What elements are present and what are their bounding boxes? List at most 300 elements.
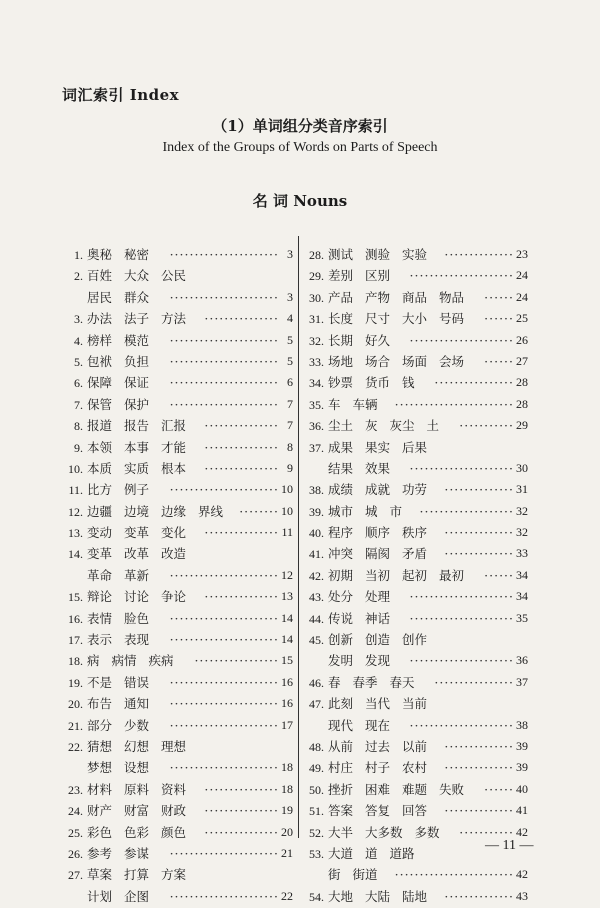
entry-word: 村庄 [328, 760, 354, 776]
entry-word: 以前 [402, 738, 428, 754]
entry-word: 病 [87, 653, 100, 669]
leader-dots: ······ [484, 567, 514, 583]
entry-word: 成就 [365, 482, 391, 498]
entry-words [328, 672, 427, 693]
leader-dots: ······ [484, 353, 514, 369]
leader-dots: ························ [394, 867, 514, 883]
entry-word: 商品 [402, 289, 428, 305]
entry-word: 好久 [365, 332, 391, 348]
section-subtitle: Index of the Groups of Words on Parts of Speech [162, 140, 438, 155]
entry-word: 边缘 [161, 503, 187, 519]
entry-word: 保障 [87, 375, 113, 391]
entry-words [87, 650, 186, 671]
entry-word: 布告 [87, 696, 113, 712]
entry-page-number: 5 [287, 332, 293, 347]
entry-number: 18. [68, 654, 83, 669]
entry-words [87, 586, 198, 607]
entry-word: 财政 [161, 803, 187, 819]
entry-page-number: 28 [516, 396, 528, 411]
leader-dots: ······················ [169, 760, 279, 776]
entry-word: 此刻 [328, 696, 354, 712]
entry-word: 创新 [328, 632, 354, 648]
leader-dots: ······················ [169, 696, 279, 712]
entry-word: 冲突 [328, 546, 354, 562]
entry-number: 11. [68, 483, 83, 498]
entry-word: 最初 [439, 567, 465, 583]
entry-word: 参谋 [124, 845, 150, 861]
entry-word: 成绩 [328, 482, 354, 498]
index-entry [303, 522, 528, 543]
entry-word: 负担 [124, 353, 150, 369]
entry-word: 梦想 [87, 760, 113, 776]
entry-page-number: 42 [516, 824, 528, 839]
entry-word: 计划 [87, 888, 113, 904]
index-entry [303, 650, 528, 671]
entry-word: 参考 [87, 845, 113, 861]
entry-words [87, 415, 198, 436]
leader-dots: ··········· [459, 824, 514, 840]
index-entry [62, 479, 293, 500]
index-entry [303, 415, 528, 436]
entry-page-number: 24 [516, 268, 528, 283]
entry-number: 48. [309, 739, 324, 754]
entry-word: 难题 [402, 781, 428, 797]
entry-words [87, 330, 161, 351]
entry-words [328, 650, 402, 671]
entry-number: 35. [309, 397, 324, 412]
entry-word: 结果 [328, 460, 354, 476]
entry-word: 变革 [124, 525, 150, 541]
index-entry [303, 501, 528, 522]
index-entry [303, 543, 528, 564]
entry-number: 19. [68, 675, 83, 690]
index-entry [62, 800, 293, 821]
entry-words [87, 608, 161, 629]
entry-word: 包袱 [87, 353, 113, 369]
index-entry [303, 886, 528, 907]
entry-words [328, 779, 476, 800]
entry-word: 秩序 [402, 525, 428, 541]
index-entry [62, 330, 293, 351]
entry-page-number: 24 [516, 289, 528, 304]
entry-page-number: 23 [516, 247, 528, 261]
entry-word: 错误 [124, 674, 150, 690]
entry-page-number: 25 [516, 311, 528, 326]
page-number: — 11 — [485, 838, 534, 853]
entry-word: 成果 [328, 439, 354, 455]
entry-word: 原料 [124, 781, 150, 797]
entry-number: 3. [74, 312, 83, 327]
entry-word: 群众 [124, 289, 150, 305]
entry-word: 大众 [124, 268, 150, 284]
entry-page-number: 20 [281, 824, 293, 839]
entry-number: 32. [309, 333, 324, 348]
entry-word: 才能 [161, 439, 187, 455]
entry-word: 报道 [87, 418, 113, 434]
entry-page-number: 42 [516, 867, 528, 882]
entry-word: 春天 [389, 674, 415, 690]
index-entry [62, 822, 293, 843]
entry-words [328, 543, 439, 564]
leader-dots: ················ [434, 674, 514, 690]
entry-word: 榜样 [87, 332, 113, 348]
entry-word: 本质 [87, 460, 113, 476]
entry-word: 神话 [365, 610, 391, 626]
entry-words [87, 864, 198, 885]
entry-words [87, 800, 198, 821]
entry-word: 界线 [198, 503, 224, 519]
index-entry [62, 650, 293, 671]
entry-word: 表情 [87, 610, 113, 626]
entry-word: 争论 [161, 589, 187, 605]
entry-word: 本领 [87, 439, 113, 455]
entry-words [328, 608, 402, 629]
entry-word: 财产 [87, 803, 113, 819]
leader-dots: ························ [394, 396, 514, 412]
entry-page-number: 10 [281, 482, 293, 497]
entry-page-number: 3 [287, 247, 293, 261]
index-entry [303, 437, 528, 458]
entry-word: 设想 [124, 760, 150, 776]
entry-word: 灰 [365, 418, 378, 434]
index-entry [62, 779, 293, 800]
leader-dots: ··············· [204, 460, 279, 476]
entry-word: 公民 [161, 268, 187, 284]
entry-words [328, 522, 439, 543]
entry-page-number: 30 [516, 460, 528, 475]
entry-page-number: 39 [516, 760, 528, 775]
entry-word: 号码 [439, 311, 465, 327]
entry-word: 物品 [439, 289, 465, 305]
entry-number: 36. [309, 419, 324, 434]
entry-page-number: 7 [287, 396, 293, 411]
entry-word: 保管 [87, 396, 113, 412]
leader-dots: ················ [434, 375, 514, 391]
entry-word: 材料 [87, 781, 113, 797]
entry-words [87, 458, 198, 479]
index-entry [303, 779, 528, 800]
leader-dots: ········ [239, 503, 279, 519]
entry-number: 5. [74, 354, 83, 369]
index-entry [62, 736, 293, 757]
leader-dots: ·············· [444, 738, 514, 754]
entry-page-number: 43 [516, 888, 528, 903]
entry-word: 企图 [124, 888, 150, 904]
index-entry [303, 244, 528, 265]
entry-page-number: 16 [281, 696, 293, 711]
entry-page-number: 18 [281, 760, 293, 775]
entry-number: 37. [309, 440, 324, 455]
entry-number: 28. [309, 248, 324, 262]
entry-words [328, 415, 451, 436]
entry-word: 回答 [402, 803, 428, 819]
index-entry [303, 308, 528, 329]
entry-word: 陆地 [402, 888, 428, 904]
entry-word: 脸色 [124, 610, 150, 626]
entry-word: 资料 [161, 781, 187, 797]
entry-word: 表示 [87, 632, 113, 648]
entry-number: 34. [309, 376, 324, 391]
entry-number: 33. [309, 354, 324, 369]
entry-words [328, 479, 439, 500]
entry-word: 部分 [87, 717, 113, 733]
entry-word: 革命 [87, 567, 113, 583]
index-entry [62, 608, 293, 629]
entry-word: 保证 [124, 375, 150, 391]
leader-dots: ······················ [169, 396, 279, 412]
leader-dots: ······················ [169, 717, 279, 733]
entry-page-number: 27 [516, 353, 528, 368]
entry-word: 产物 [365, 289, 391, 305]
leader-dots: ······················ [169, 888, 279, 904]
leader-dots: ·············· [444, 482, 514, 498]
entry-number: 25. [68, 825, 83, 840]
index-entry [62, 586, 293, 607]
entry-words [87, 244, 161, 265]
leader-dots: ····················· [409, 589, 514, 605]
index-entry [303, 586, 528, 607]
entry-number: 51. [309, 804, 324, 819]
entry-words [87, 265, 198, 286]
entry-word: 差别 [328, 268, 354, 284]
entry-number: 52. [309, 825, 324, 840]
entry-words [328, 886, 439, 907]
entry-words [328, 394, 390, 415]
index-entry [303, 394, 528, 415]
entry-number: 15. [68, 590, 83, 605]
entry-page-number: 28 [516, 375, 528, 390]
entry-word: 理想 [161, 738, 187, 754]
index-entry [303, 351, 528, 372]
entry-word: 测验 [365, 247, 391, 262]
leader-dots: ······················ [169, 289, 279, 305]
entry-word: 城 [365, 503, 378, 519]
entry-word: 大半 [328, 824, 354, 840]
entry-page-number: 38 [516, 717, 528, 732]
leader-dots: ····················· [409, 268, 514, 284]
entry-word: 变动 [87, 525, 113, 541]
index-entry [62, 415, 293, 436]
entry-words [87, 757, 161, 778]
leader-dots: ······················ [169, 674, 279, 690]
entry-words [87, 479, 161, 500]
entry-word: 疾病 [148, 653, 174, 669]
entry-word: 多数 [414, 824, 440, 840]
entry-words [87, 308, 198, 329]
entry-word: 长度 [328, 311, 354, 327]
leader-dots: ··············· [204, 781, 279, 797]
entry-page-number: 12 [281, 567, 293, 582]
entry-word: 村子 [365, 760, 391, 776]
entry-word: 少数 [124, 717, 150, 733]
leader-dots: ··········· [459, 418, 514, 434]
entry-words [328, 757, 439, 778]
entry-word: 边疆 [87, 503, 113, 519]
entry-words [328, 351, 476, 372]
entry-page-number: 40 [516, 781, 528, 796]
index-entry [303, 864, 528, 885]
entry-word: 车辆 [352, 396, 378, 412]
entry-word: 当前 [402, 696, 428, 712]
index-entry [303, 265, 528, 286]
leader-dots: ······················ [169, 632, 279, 648]
entry-word: 讨论 [124, 589, 150, 605]
entry-number: 1. [74, 248, 83, 262]
index-entry [62, 886, 293, 907]
entry-words [328, 287, 476, 308]
entry-word: 农村 [402, 760, 428, 776]
index-entry [62, 672, 293, 693]
entry-word: 挫折 [328, 781, 354, 797]
entry-words [328, 372, 427, 393]
entry-words [87, 501, 235, 522]
index-column-right [303, 244, 528, 907]
entry-word: 矛盾 [402, 546, 428, 562]
entry-number: 47. [309, 697, 324, 712]
entry-words [328, 330, 402, 351]
entry-word: 隔阂 [365, 546, 391, 562]
leader-dots: ·············· [444, 546, 514, 562]
entry-word: 钞票 [328, 375, 354, 391]
entry-word: 道 [365, 845, 378, 861]
entry-word: 比方 [87, 482, 113, 498]
entry-word: 方案 [161, 867, 187, 883]
entry-word: 本事 [124, 439, 150, 455]
entry-word: 车 [328, 396, 341, 412]
leader-dots: ··············· [204, 824, 279, 840]
entry-word: 长期 [328, 332, 354, 348]
leader-dots: ······················ [169, 375, 279, 391]
entry-word: 不是 [87, 674, 113, 690]
leader-dots: ·············· [444, 760, 514, 776]
leader-dots: ······················ [169, 332, 279, 348]
index-entry [62, 265, 293, 286]
leader-dots: ····················· [409, 610, 514, 626]
index-entry [62, 372, 293, 393]
entry-page-number: 21 [281, 845, 293, 860]
entry-words [328, 822, 452, 843]
index-entry [303, 693, 528, 714]
index-entry [62, 287, 293, 308]
index-entry [303, 672, 528, 693]
entry-words [87, 522, 198, 543]
entry-page-number: 15 [281, 653, 293, 668]
entry-word: 现代 [328, 717, 354, 733]
entry-number: 9. [74, 440, 83, 455]
index-entry [303, 372, 528, 393]
entry-words [87, 822, 198, 843]
index-entry [62, 629, 293, 650]
entry-word: 功劳 [402, 482, 428, 498]
entry-page-number: 36 [516, 653, 528, 668]
leader-dots: ·············· [444, 247, 514, 262]
entry-words [87, 843, 161, 864]
entry-page-number: 41 [516, 803, 528, 818]
entry-word: 会场 [439, 353, 465, 369]
entry-words [87, 736, 198, 757]
entry-words [328, 843, 427, 864]
entry-word: 街 [328, 867, 341, 883]
entry-word: 从前 [328, 738, 354, 754]
entry-word: 答案 [328, 803, 354, 819]
entry-page-number: 39 [516, 738, 528, 753]
entry-page-number: 14 [281, 632, 293, 647]
leader-dots: ··············· [204, 418, 279, 434]
entry-number: 44. [309, 611, 324, 626]
leader-dots: ······················ [169, 845, 279, 861]
entry-word: 困难 [365, 781, 391, 797]
entry-number: 14. [68, 547, 83, 562]
category-title: 名 词 Nouns [252, 192, 348, 210]
index-entry [62, 864, 293, 885]
index-entry [303, 458, 528, 479]
index-entry [303, 479, 528, 500]
entry-word: 街道 [352, 867, 378, 883]
index-entry [303, 330, 528, 351]
entry-number: 53. [309, 846, 324, 861]
index-entry [62, 522, 293, 543]
entry-word: 大小 [402, 311, 428, 327]
entry-words [87, 693, 161, 714]
leader-dots: ··············· [204, 311, 279, 327]
entry-number: 23. [68, 782, 83, 797]
entry-word: 起初 [402, 567, 428, 583]
entry-words [87, 886, 161, 907]
entry-word: 尺寸 [365, 311, 391, 327]
entry-number: 41. [309, 547, 324, 562]
entry-word: 城市 [328, 503, 354, 519]
leader-dots: ······················ [169, 610, 279, 626]
entry-word: 根本 [161, 460, 187, 476]
entry-page-number: 13 [281, 589, 293, 604]
entry-words [328, 501, 414, 522]
entry-number: 21. [68, 718, 83, 733]
entry-word: 钱 [402, 375, 415, 391]
entry-words [328, 736, 439, 757]
entry-page-number: 6 [287, 375, 293, 390]
entry-word: 保护 [124, 396, 150, 412]
entry-word: 方法 [161, 311, 187, 327]
leader-dots: ····················· [409, 717, 514, 733]
index-entry [303, 800, 528, 821]
entry-number: 27. [68, 868, 83, 883]
entry-words [328, 458, 402, 479]
entry-page-number: 33 [516, 546, 528, 561]
entry-word: 通知 [124, 696, 150, 712]
index-entry [62, 394, 293, 415]
entry-word: 实质 [124, 460, 150, 476]
entry-word: 色彩 [124, 824, 150, 840]
entry-page-number: 14 [281, 610, 293, 625]
leader-dots: ················· [194, 653, 279, 669]
entry-word: 大陆 [365, 888, 391, 904]
entry-page-number: 16 [281, 674, 293, 689]
entry-word: 办法 [87, 311, 113, 327]
leader-dots: ··················· [419, 503, 514, 519]
entry-page-number: 8 [287, 439, 293, 454]
entry-number: 45. [309, 633, 324, 648]
entry-word: 变革 [87, 546, 113, 562]
leader-dots: ······ [484, 781, 514, 797]
entry-number: 2. [74, 269, 83, 284]
index-entry [62, 308, 293, 329]
entry-word: 过去 [365, 738, 391, 754]
entry-words [328, 244, 439, 265]
index-entry [303, 608, 528, 629]
index-entry [62, 757, 293, 778]
entry-word: 当初 [365, 567, 391, 583]
entry-page-number: 11 [281, 525, 293, 540]
